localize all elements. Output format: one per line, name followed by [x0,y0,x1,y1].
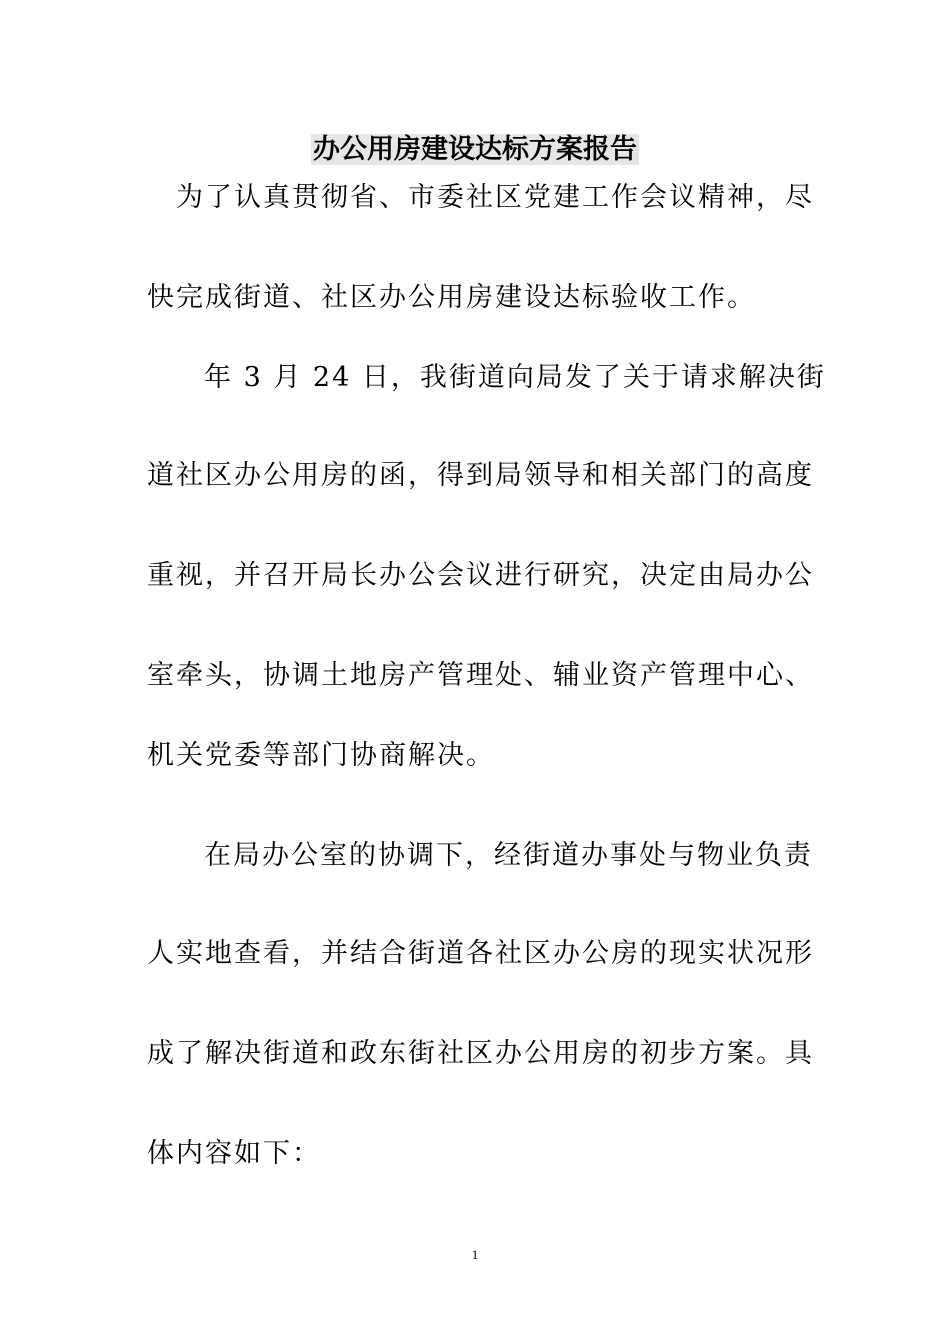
paragraph-line: 年 3 月 24 日，我街道向局发了关于请求解决街 [204,362,826,393]
paragraph-line: 体内容如下： [147,1138,321,1169]
page-number: 1 [471,1247,479,1262]
paragraph-line: 成了解决街道和政东街社区办公用房的初步方案。具 [147,1038,814,1069]
paragraph-line: 道社区办公用房的函，得到局领导和相关部门的高度 [147,460,814,491]
document-title [0,130,950,170]
document-title-text: 办公用房建设达标方案报告 [313,134,637,165]
paragraph-line: 在局办公室的协调下，经街道办事处与物业负责 [204,840,813,871]
paragraph-line: 为了认真贯彻省、市委社区党建工作会议精神，尽 [176,182,814,213]
paragraph-line: 室牵头，协调土地房产管理处、辅业资产管理中心、 [147,660,814,691]
paragraph-line: 机关党委等部门协商解决。 [147,740,495,771]
paragraph-line: 重视，并召开局长办公会议进行研究，决定由局办公 [147,560,814,591]
paragraph-line: 快完成街道、社区办公用房建设达标验收工作。 [147,282,756,313]
paragraph-line: 人实地查看，并结合街道各社区办公房的现实状况形 [147,938,814,969]
